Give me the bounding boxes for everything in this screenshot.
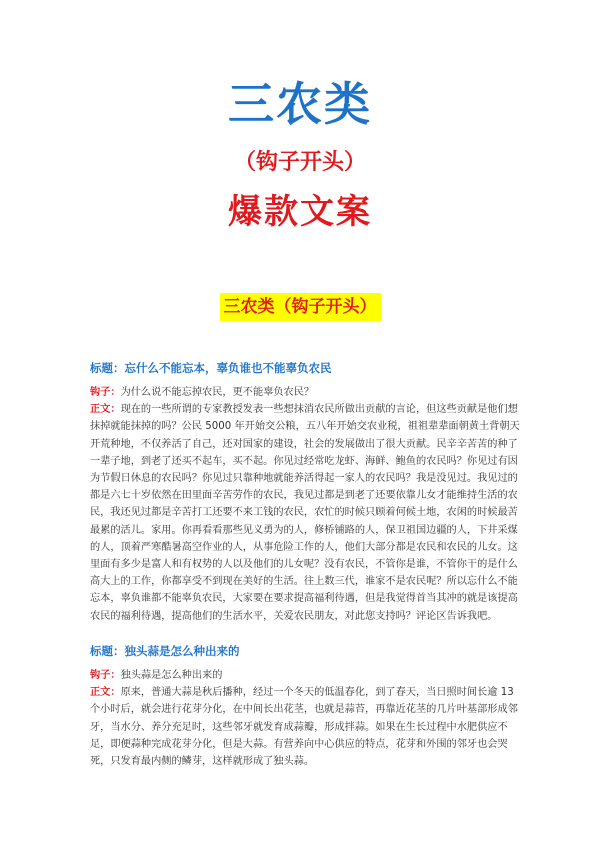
article-hook <box>90 667 520 684</box>
body-text: 原来，普通大蒜是秋后播种，经过一个冬天的低温春化，到了春天，当日照时间长逾 13 个小时后，就会进行花芽分化，在中间长出花茎，也就是蒜苔，再靠近花茎的几片叶基部形成邻牙，当水分、养分充足时，这些邻牙就发育成蒜瓣，形成拌蒜。如果在生长过程中水肥供应不足，即便蒜种完成花芽分化，但是大蒜。有营养向中心供应的特点，花芽和外围的邻牙也会哭死，只发育最内侧的鳞芽，这样就形成了独头蒜。 <box>90 687 518 768</box>
cover-title: 三农类 <box>228 77 372 131</box>
article-1 <box>90 360 520 625</box>
headline-text: 独头蒜是怎么种出来的 <box>124 644 240 658</box>
body-label: 正文： <box>90 404 121 416</box>
article-hook <box>90 384 520 401</box>
cover-main-title: 爆款文案 <box>228 192 372 232</box>
hook-text: 为什么说不能忘掉农民，更不能辜负农民？ <box>120 387 315 398</box>
article-headline <box>90 643 520 659</box>
body-label: 正文： <box>90 687 121 699</box>
article-2 <box>90 643 520 770</box>
headline-text: 忘什么不能忘本，辜负谁也不能辜负农民 <box>124 361 332 375</box>
cover-subtitle: （钩子开头） <box>233 150 366 175</box>
section-header <box>0 293 600 321</box>
headline-label: 标题： <box>90 361 125 375</box>
article-body <box>90 401 520 625</box>
hook-text: 独头蒜是怎么种出来的 <box>120 670 223 681</box>
hook-label: 钩子： <box>90 387 121 398</box>
article-headline <box>90 360 520 376</box>
hook-label: 钩子： <box>90 670 121 681</box>
section-title: 三农类（钩子开头） <box>220 293 381 321</box>
headline-label: 标题： <box>90 644 125 658</box>
body-text: 现在的一些所谓的专家教授发表一些想抹消农民所做出贡献的言论，但这些贡献是他们想抹掉就能抹掉的吗？公民 5000 年开始交公粮，五八年开始交农业税，祖祖辈辈面朝黄土背朝天开荒种地，不仅养活了自己，还对国家的建设，社会的发展做出了很大贡献。民辛辛苦苦的种了一辈子地，到老了还买不起车，买不起。你见过经常吃龙虾、海鲜、鲍鱼的农民吗？你见过有因为节假日休息的农民吗？你见过只靠种地就能养活得起一家人的农民吗？我是没见过。我见过的都是六七十岁依然在田里面辛苦劳作的农民，我见过都是到老了还要依靠儿女才能维持生活的农民，我还见过都是辛苦打工还要不来工钱的农民，农忙的时候只顾着何候土地，农闲的时候最苦最累的活儿。家用。你再看看那些见义勇为的人，修桥铺路的人，保卫祖国边疆的人，下井采煤的人，顶着严寒酷暑高空作业的人，从事危险工作的人，他们大部分都是农民和农民的儿女。这里面有多少是富人和有权势的人以及他们的儿女呢？没有农民，不管你是谁，不管你干的是什么高大上的工作，你都享受不到现在美好的生活。往上数三代，谁家不是农民呢？所以忘什么不能忘本，辜负谁都不能辜负农民，大家要在要求提高福利待遇，但是我觉得首当其冲的就是该提高农民的福利待遇，提高他们的生活水平，关爱农民朋友，对此您支持吗？评论区告诉我吧。 <box>90 404 520 622</box>
article-body <box>90 684 520 770</box>
